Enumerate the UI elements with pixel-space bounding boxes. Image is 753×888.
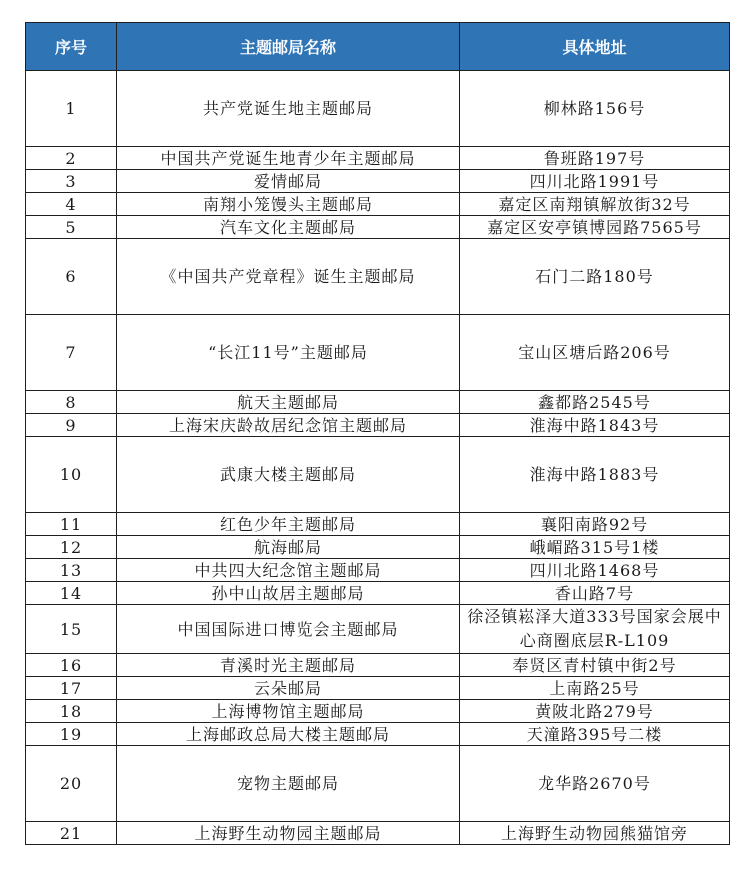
- cell-name: 中共四大纪念馆主题邮局: [117, 559, 460, 582]
- cell-no: 18: [26, 700, 117, 723]
- cell-address: 上海野生动物园熊猫馆旁: [460, 822, 730, 845]
- cell-name: 上海邮政总局大楼主题邮局: [117, 723, 460, 746]
- cell-name: 航天主题邮局: [117, 391, 460, 414]
- cell-address: 天潼路395号二楼: [460, 723, 730, 746]
- table-row: [26, 71, 730, 147]
- table-row: [26, 654, 730, 677]
- table-header-row: [26, 23, 730, 71]
- table-row: [26, 315, 730, 391]
- cell-address: 香山路7号: [460, 582, 730, 605]
- cell-address: 鲁班路197号: [460, 147, 730, 170]
- cell-no: 4: [26, 193, 117, 216]
- table-row: [26, 391, 730, 414]
- cell-name: 上海宋庆龄故居纪念馆主题邮局: [117, 414, 460, 437]
- table-row: [26, 147, 730, 170]
- cell-address: 四川北路1991号: [460, 170, 730, 193]
- cell-name: 南翔小笼馒头主题邮局: [117, 193, 460, 216]
- cell-address: 黄陂北路279号: [460, 700, 730, 723]
- cell-no: 12: [26, 536, 117, 559]
- cell-name: 青溪时光主题邮局: [117, 654, 460, 677]
- cell-name: 宠物主题邮局: [117, 746, 460, 822]
- cell-address: 峨嵋路315号1楼: [460, 536, 730, 559]
- cell-no: 1: [26, 71, 117, 147]
- cell-address: 徐泾镇崧泽大道333号国家会展中心商圈底层R-L109: [460, 605, 730, 654]
- cell-address: 嘉定区南翔镇解放街32号: [460, 193, 730, 216]
- table-row: [26, 605, 730, 654]
- cell-address: 柳林路156号: [460, 71, 730, 147]
- table-row: [26, 513, 730, 536]
- cell-name: 共产党诞生地主题邮局: [117, 71, 460, 147]
- column-header-no: 序号: [26, 23, 117, 71]
- cell-name: 《中国共产党章程》诞生主题邮局: [117, 239, 460, 315]
- cell-address: 襄阳南路92号: [460, 513, 730, 536]
- cell-no: 9: [26, 414, 117, 437]
- table-row: [26, 700, 730, 723]
- table-row: [26, 746, 730, 822]
- table-row: [26, 414, 730, 437]
- table-row: [26, 170, 730, 193]
- cell-no: 2: [26, 147, 117, 170]
- column-header-name: 主题邮局名称: [117, 23, 460, 71]
- cell-address: 四川北路1468号: [460, 559, 730, 582]
- cell-no: 14: [26, 582, 117, 605]
- cell-no: 16: [26, 654, 117, 677]
- cell-no: 6: [26, 239, 117, 315]
- cell-address: 奉贤区青村镇中街2号: [460, 654, 730, 677]
- table-row: [26, 536, 730, 559]
- cell-name: 汽车文化主题邮局: [117, 216, 460, 239]
- table-row: [26, 677, 730, 700]
- cell-no: 20: [26, 746, 117, 822]
- cell-address: 龙华路2670号: [460, 746, 730, 822]
- table-row: [26, 723, 730, 746]
- cell-no: 3: [26, 170, 117, 193]
- cell-name: 中国共产党诞生地青少年主题邮局: [117, 147, 460, 170]
- cell-no: 10: [26, 437, 117, 513]
- cell-name: “长江11号”主题邮局: [117, 315, 460, 391]
- cell-no: 11: [26, 513, 117, 536]
- cell-no: 21: [26, 822, 117, 845]
- cell-name: 武康大楼主题邮局: [117, 437, 460, 513]
- cell-name: 上海野生动物园主题邮局: [117, 822, 460, 845]
- cell-address: 上南路25号: [460, 677, 730, 700]
- cell-no: 8: [26, 391, 117, 414]
- cell-name: 云朵邮局: [117, 677, 460, 700]
- table-row: [26, 559, 730, 582]
- cell-name: 红色少年主题邮局: [117, 513, 460, 536]
- cell-no: 13: [26, 559, 117, 582]
- cell-address: 嘉定区安亭镇博园路7565号: [460, 216, 730, 239]
- cell-address: 淮海中路1883号: [460, 437, 730, 513]
- table-row: [26, 216, 730, 239]
- table-row: [26, 582, 730, 605]
- table-row: [26, 822, 730, 845]
- cell-name: 中国国际进口博览会主题邮局: [117, 605, 460, 654]
- cell-name: 孙中山故居主题邮局: [117, 582, 460, 605]
- cell-name: 上海博物馆主题邮局: [117, 700, 460, 723]
- cell-address: 淮海中路1843号: [460, 414, 730, 437]
- cell-address: 石门二路180号: [460, 239, 730, 315]
- post-office-table: [25, 22, 730, 845]
- cell-address: 鑫都路2545号: [460, 391, 730, 414]
- cell-no: 17: [26, 677, 117, 700]
- cell-name: 航海邮局: [117, 536, 460, 559]
- cell-no: 19: [26, 723, 117, 746]
- table-row: [26, 193, 730, 216]
- cell-address: 宝山区塘后路206号: [460, 315, 730, 391]
- cell-no: 7: [26, 315, 117, 391]
- cell-name: 爱情邮局: [117, 170, 460, 193]
- column-header-address: 具体地址: [460, 23, 730, 71]
- table-row: [26, 239, 730, 315]
- table-row: [26, 437, 730, 513]
- cell-no: 5: [26, 216, 117, 239]
- cell-no: 15: [26, 605, 117, 654]
